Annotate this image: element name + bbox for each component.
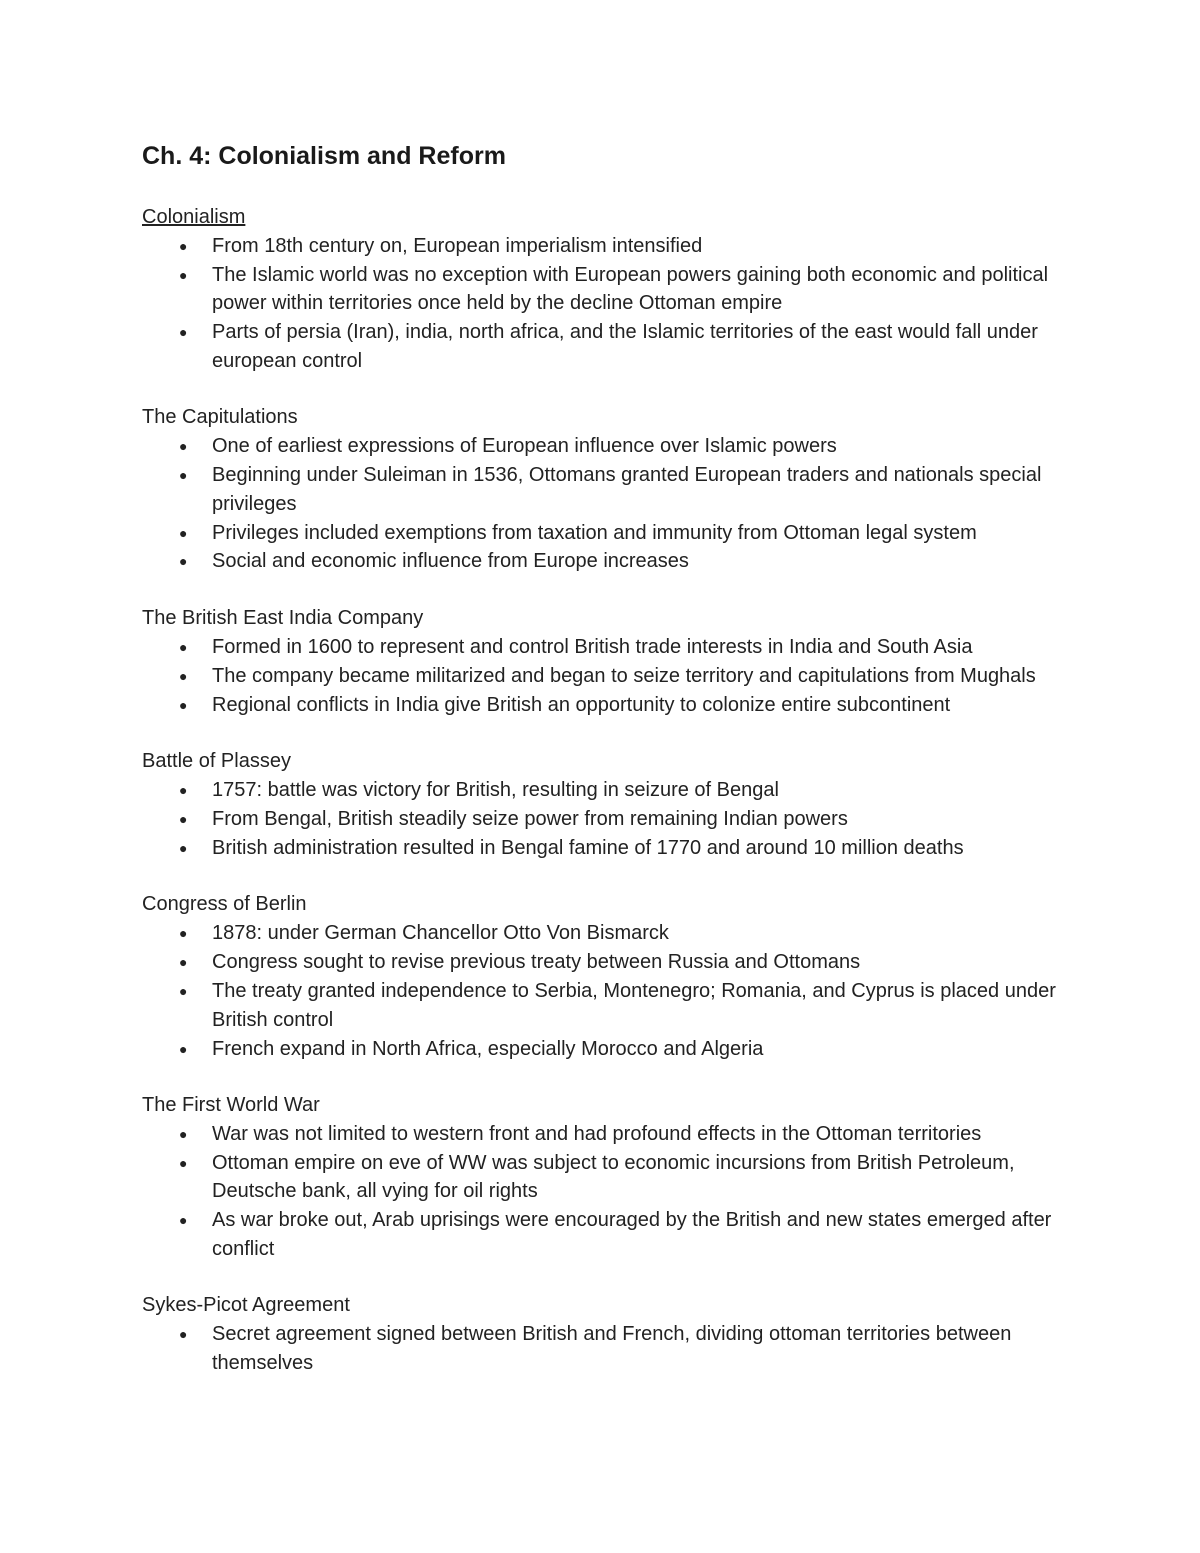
list-item: [142, 461, 1062, 518]
section-first-world-war: [142, 1091, 1062, 1263]
bullet-icon: ●: [179, 953, 188, 970]
section-congress-of-berlin: [142, 890, 1062, 1063]
list-item-text: From Bengal, British steadily seize power from remaining Indian powers: [212, 807, 848, 830]
bullet-icon: ●: [179, 781, 188, 798]
section-heading: Battle of Plassey: [142, 750, 291, 773]
bullet-icon: ●: [179, 466, 188, 483]
list-item-text: One of earliest expressions of European influence over Islamic powers: [212, 434, 837, 457]
section-east-india-company: [142, 604, 1062, 719]
list-item: [142, 948, 1062, 977]
list-item: [142, 1035, 1062, 1064]
bullet-icon: ●: [179, 924, 188, 941]
list-item-text: Privileges included exemptions from taxation and immunity from Ottoman legal system: [212, 521, 977, 544]
list-item: [142, 1206, 1062, 1263]
bullet-icon: ●: [179, 1125, 188, 1142]
list-item-text: Congress sought to revise previous treaty between Russia and Ottomans: [212, 950, 861, 973]
list-item-text: From 18th century on, European imperialism intensified: [212, 234, 703, 257]
list-item: [142, 834, 1062, 863]
list-item-text: Formed in 1600 to represent and control British trade interests in India and South Asia: [212, 635, 973, 658]
bullet-list: [142, 919, 1062, 1063]
section-colonialism: [142, 203, 1062, 375]
list-item: [142, 1149, 1062, 1206]
section-heading: Congress of Berlin: [142, 893, 307, 916]
section-sykes-picot: [142, 1291, 1062, 1377]
list-item: [142, 547, 1062, 576]
list-item-text: Social and economic influence from Europe increases: [212, 550, 689, 573]
bullet-icon: ●: [179, 1154, 188, 1171]
list-item-text: The treaty granted independence to Serbia, Montenegro; Romania, and Cyprus is placed under British control: [212, 979, 1056, 1031]
bullet-list: [142, 432, 1062, 576]
list-item-text: French expand in North Africa, especially Morocco and Algeria: [212, 1037, 764, 1060]
bullet-list: [142, 1320, 1062, 1377]
section-battle-of-plassey: [142, 747, 1062, 862]
bullet-icon: ●: [179, 266, 188, 283]
list-item: [142, 519, 1062, 548]
list-item-text: Regional conflicts in India give British an opportunity to colonize entire subcontinent: [212, 693, 951, 716]
bullet-icon: ●: [179, 553, 188, 570]
list-item-text: The Islamic world was no exception with European powers gaining both economic and political power within territories once held by the decline Ottoman empire: [212, 263, 1049, 315]
section-heading: Colonialism: [142, 206, 246, 228]
list-item: [142, 232, 1062, 261]
bullet-icon: ●: [179, 839, 188, 856]
list-item: [142, 633, 1062, 662]
list-item: [142, 691, 1062, 720]
list-item-text: The company became militarized and began to seize territory and capitulations from Mughals: [212, 664, 1036, 687]
bullet-icon: ●: [179, 696, 188, 713]
bullet-icon: ●: [179, 524, 188, 541]
section-heading: Sykes-Picot Agreement: [142, 1294, 350, 1317]
section-heading: The Capitulations: [142, 406, 298, 429]
bullet-icon: ●: [179, 1040, 188, 1057]
bullet-list: [142, 776, 1062, 863]
bullet-icon: ●: [179, 667, 188, 684]
list-item: [142, 1120, 1062, 1149]
list-item: [142, 977, 1062, 1034]
list-item-text: As war broke out, Arab uprisings were encouraged by the British and new states emerged after conflict: [212, 1209, 1052, 1260]
list-item-text: British administration resulted in Bengal famine of 1770 and around 10 million deaths: [212, 836, 964, 859]
list-item: [142, 261, 1062, 318]
bullet-icon: ●: [179, 638, 188, 655]
list-item-text: Parts of persia (Iran), india, north africa, and the Islamic territories of the east would fall under european control: [212, 321, 1038, 372]
bullet-icon: ●: [179, 237, 188, 254]
list-item: [142, 919, 1062, 948]
section-capitulations: [142, 403, 1062, 576]
list-item: [142, 432, 1062, 461]
bullet-icon: ●: [179, 982, 188, 999]
list-item-text: 1757: battle was victory for British, resulting in seizure of Bengal: [212, 778, 779, 801]
list-item-text: Secret agreement signed between British and French, dividing ottoman territories between themselves: [212, 1323, 1012, 1374]
list-item-text: Beginning under Suleiman in 1536, Ottomans granted European traders and nationals special privileges: [212, 463, 1042, 515]
bullet-icon: ●: [179, 437, 188, 454]
list-item-text: 1878: under German Chancellor Otto Von Bismarck: [212, 921, 669, 944]
list-item: [142, 805, 1062, 834]
section-heading: The British East India Company: [142, 607, 424, 630]
list-item-text: Ottoman empire on eve of WW was subject to economic incursions from British Petroleum, Deutsche bank, all vying for oil rights: [212, 1151, 1015, 1203]
list-item: [142, 318, 1062, 375]
bullet-icon: ●: [179, 1212, 188, 1229]
bullet-list: [142, 633, 1062, 720]
list-item: [142, 1320, 1062, 1377]
bullet-icon: ●: [179, 1326, 188, 1343]
bullet-list: [142, 1120, 1062, 1264]
page-title: Ch. 4: Colonialism and Reform: [142, 142, 506, 170]
bullet-list: [142, 232, 1062, 376]
bullet-icon: ●: [179, 810, 188, 827]
list-item: [142, 776, 1062, 805]
bullet-icon: ●: [179, 324, 188, 341]
list-item: [142, 662, 1062, 691]
list-item-text: War was not limited to western front and had profound effects in the Ottoman territories: [212, 1122, 982, 1145]
section-heading: The First World War: [142, 1094, 320, 1117]
document-page: [142, 139, 1062, 1405]
